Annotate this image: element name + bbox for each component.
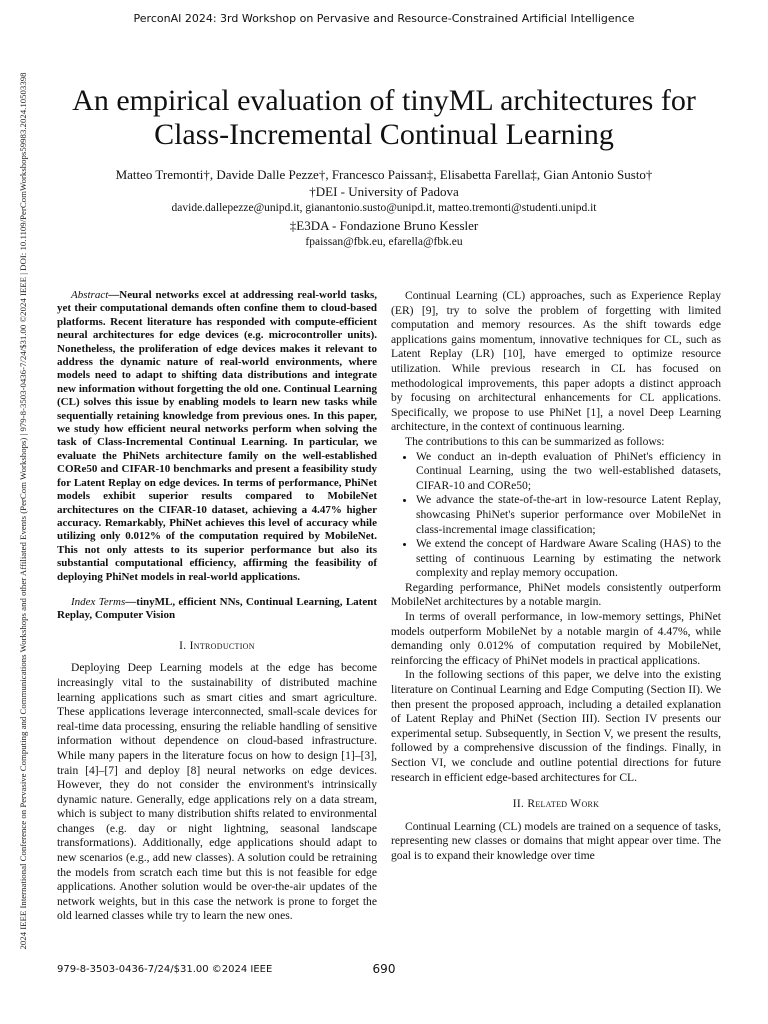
index-terms-text: —tinyML, efficient NNs, Continual Learning, Latent Replay, Computer Vision (57, 595, 377, 622)
right-column (391, 289, 721, 864)
workshop-header: PerconAI 2024: 3rd Workshop on Pervasive and Resource-Constrained Artificial Intelligence (133, 12, 635, 25)
right-paragraph-2: The contributions to this can be summarized as follows: (405, 434, 665, 448)
section-2-heading: II. Related Work (512, 798, 600, 811)
email-1: davide.dallepezze@unipd.it, gianantonio.susto@unipd.it, matteo.tremonti@studenti.unipd.it (171, 202, 597, 214)
abstract-label: Abstract (71, 289, 109, 301)
left-column (57, 289, 377, 924)
author-list: Matteo Tremonti†, Davide Dalle Pezze†, Francesco Paissan‡, Elisabetta Farella‡, Gian Antonio Susto† (115, 167, 653, 182)
index-terms-label: Index Terms (71, 595, 126, 608)
email-2: fpaissan@fbk.eu, efarella@fbk.eu (305, 236, 463, 248)
page-number: 690 (372, 962, 396, 976)
title-line-2: Class-Incremental Continual Learning (154, 118, 614, 151)
related-work-paragraph: Continual Learning (CL) models are trained on a sequence of tasks, representing new classes or domains that might appear over time. The goal is to expand their knowledge over time (391, 819, 721, 862)
abstract-text: —Neural networks excel at addressing real-world tasks, yet their computational demands often confine them to cloud-based platforms. Recent literature has responded with compute-efficient neural architectures for edge devices (e.g. microcontroller units). Nonetheless, the proliferation of edge devices makes it relevant to address the dynamic nature of real-world environments, where models need to adapt to shifting data distributions and integrate new information without forgetting the old one. Continual Learning (CL) solves this issue by enabling models to learn new tasks while sequentially retaining knowledge from previous ones. In this paper, we study how efficient neural networks perform when solving the task of Class-Incremental Continual Learning. In particular, we evaluate the PhiNets architecture family on the well-established CORe50 and CIFAR-10 benchmarks and present a feasibility study for Latent Replay on edge devices. In terms of performance, PhiNet models exhibit superior results compared to MobileNet architectures on the CIFAR-10 dataset, achieving a 4.47% higher accuracy. Remarkably, PhiNet achieves this level of accuracy while utilizing only 0.012% of the computation required by MobileNet. This not only attests to its superior performance but also its substantial computational efficiency, affirming the feasibility of deploying PhiNet models in real-world applications. (57, 289, 377, 583)
title-line-1: An empirical evaluation of tinyML architectures for (72, 84, 696, 117)
abstract (57, 289, 377, 584)
contribution-item: • We extend the concept of Hardware Aware Scaling (HAS) to the setting of continuous Learning by estimating the network complexity and replay memory occupation. (416, 537, 721, 581)
paper-title (40, 84, 728, 152)
right-paragraph-3: Regarding performance, PhiNet models consistently outperform MobileNet architectures by a notable margin. (391, 580, 721, 609)
affiliation-1: †DEI - University of Padova (309, 184, 459, 199)
contribution-item: • We advance the state-of-the-art in low-resource Latent Replay, showcasing PhiNet's superior performance over MobileNet in class-incremental image classification; (416, 493, 721, 537)
right-paragraph-1: Continual Learning (CL) approaches, such as Experience Replay (ER) [9], try to solve the problem of forgetting with limited computation and memory resources. As the shift towards edge applications gains momentum, innovative techniques for CL, such as Latent Replay (LR) [10], have emerged to optimize resource utilization. While previous research in CL has focused on methodological improvements, this paper adopts a distinct approach by focusing on architectural enhancements for CL applications. Specifically, we propose to use PhiNet [1], a novel Deep Learning architecture, in the context of continuous learning. (391, 289, 721, 434)
index-terms (57, 596, 377, 623)
author-block (40, 166, 728, 251)
contribution-item: • We conduct an in-depth evaluation of PhiNet's efficiency in Continual Learning, using the two well-established datasets, CIFAR-10 and CORe50; (416, 450, 721, 494)
footer-isbn: 979-8-3503-0436-7/24/$31.00 ©2024 IEEE (57, 964, 273, 975)
affiliation-2: ‡E3DA - Fondazione Bruno Kessler (289, 218, 479, 233)
right-paragraph-4: In terms of overall performance, in low-memory settings, PhiNet models outperform MobileNet by a notable margin of 4.47%, while demanding only 0.012% of computation required by MobileNet, reinforcing the efficacy of PhiNet models in practical applications. (391, 610, 721, 667)
right-paragraph-5: In the following sections of this paper, we delve into the existing literature on Continual Learning and Edge Computing (Section II). We then present the proposed approach, including a detailed explanation of Latent Replay and PhiNet (Section III). Section IV presents our experimental setup. Subsequently, in Section V, we present the results, followed by a comprehensive discussion of the findings. Finally, in Section VI, we conclude and outline potential directions for future research in efficient edge-based architectures for CL. (391, 668, 721, 784)
sidebar-citation: 2024 IEEE International Conference on Pervasive Computing and Communications Workshops and other Affiliated Events (PerCom Workshops) | 979-8-3503-0436-7/24/$31.00 ©2024 IEEE | DOI: 10.1109/PerComWorkshops59983.2024.10503398 (18, 72, 28, 950)
contributions-list (391, 450, 721, 581)
section-1-heading: I. Introduction (179, 639, 255, 652)
intro-paragraph: Deploying Deep Learning models at the edge has become increasingly vital to the sustainability of distributed machine learning applications such as smart cities and smart agriculture. These applications leverage interconnected, small-scale devices for real-time data processing, ensuring the reliable handling of sensitive information without dependence on cloud-based infrastructure. While many papers in the literature focus on how to design [1]–[3], train [4]–[7] and deploy [8] neural networks on edge devices. However, they do not consider the environment's intrinsically dynamic nature. Generally, edge applications rely on a data stream, which is subject to many distribution shifts related to environmental changes (e.g. day or night lightning, seasonal landscape transformations). Additionally, edge applications should adapt to new scenarios (e.g., add new classes). A solution could be retraining the models from scratch each time but this is not feasible for edge applications. Another solution would be over-the-air updates of the network weights, but in this case the network is prone to forget the old learned classes while try to learn the new ones. (57, 661, 377, 923)
ieee-sidebar (16, 22, 30, 1000)
